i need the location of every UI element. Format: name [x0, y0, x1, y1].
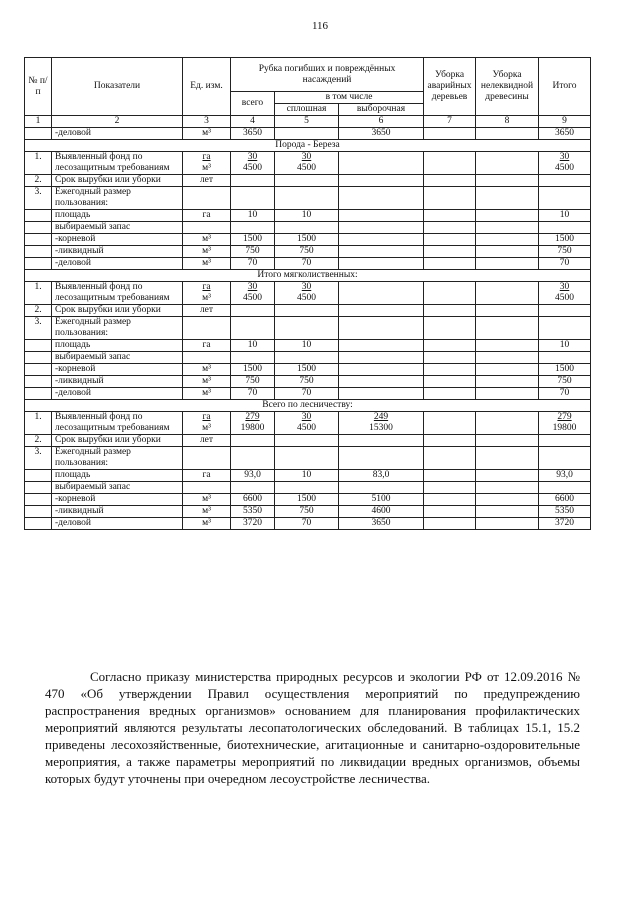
row-unit: га м³ [183, 412, 231, 435]
row-all [231, 317, 275, 340]
row-total: 3650 [539, 128, 591, 140]
row-label: выбираемый запас [52, 222, 183, 234]
header-selective: выборочная [339, 104, 424, 116]
row-emergency [424, 246, 476, 258]
table-row [25, 246, 591, 258]
row-unit: лет [183, 305, 231, 317]
table-row [25, 364, 591, 376]
row-clear [275, 175, 339, 187]
row-label: Ежегодный размер пользования: [52, 447, 183, 470]
row-all: 279 19800 [231, 412, 275, 435]
row-clear: 1500 [275, 364, 339, 376]
row-nonliquid [476, 210, 539, 222]
row-label: Срок вырубки или уборки [52, 175, 183, 187]
row-clear: 750 [275, 246, 339, 258]
row-unit [183, 352, 231, 364]
row-total [539, 352, 591, 364]
row-selective [339, 340, 424, 352]
row-total: 70 [539, 388, 591, 400]
row-selective [339, 305, 424, 317]
row-total: 1500 [539, 364, 591, 376]
row-all: 30 4500 [231, 282, 275, 305]
row-emergency [424, 352, 476, 364]
row-selective: 83,0 [339, 470, 424, 482]
row-selective [339, 282, 424, 305]
row-all: 93,0 [231, 470, 275, 482]
row-unit: м³ [183, 388, 231, 400]
column-number-8: 8 [476, 116, 539, 128]
row-clear: 30 4500 [275, 282, 339, 305]
row-emergency [424, 506, 476, 518]
row-unit: м³ [183, 376, 231, 388]
row-clear [275, 222, 339, 234]
row-unit: га [183, 470, 231, 482]
row-clear: 70 [275, 258, 339, 270]
row-label: Срок вырубки или уборки [52, 305, 183, 317]
row-emergency [424, 317, 476, 340]
row-all [231, 435, 275, 447]
row-number: 3. [25, 447, 52, 470]
row-clear: 750 [275, 376, 339, 388]
row-selective [339, 258, 424, 270]
row-selective [339, 210, 424, 222]
row-number: 1. [25, 412, 52, 435]
row-clear: 750 [275, 506, 339, 518]
row-number [25, 376, 52, 388]
row-number [25, 482, 52, 494]
row-label: -ликвидный [52, 246, 183, 258]
table-row [25, 494, 591, 506]
row-total: 30 4500 [539, 282, 591, 305]
table-row [25, 506, 591, 518]
table-row [25, 234, 591, 246]
section-header [25, 400, 591, 412]
row-total [539, 187, 591, 210]
header-no: № п/п [25, 58, 52, 116]
row-emergency [424, 187, 476, 210]
row-unit: га [183, 210, 231, 222]
row-total: 1500 [539, 234, 591, 246]
row-clear: 30 4500 [275, 412, 339, 435]
row-selective [339, 376, 424, 388]
header-emergency: Уборка аварийных деревьев [424, 58, 476, 116]
row-total [539, 222, 591, 234]
row-unit: лет [183, 435, 231, 447]
row-selective [339, 152, 424, 175]
table-row [25, 282, 591, 305]
page-number: 116 [311, 20, 329, 32]
row-all: 1500 [231, 234, 275, 246]
row-nonliquid [476, 435, 539, 447]
row-label: Ежегодный размер пользования: [52, 317, 183, 340]
row-number [25, 340, 52, 352]
row-emergency [424, 482, 476, 494]
header-total-all: всего [231, 92, 275, 116]
row-nonliquid [476, 376, 539, 388]
row-clear: 30 4500 [275, 152, 339, 175]
row-label: Выявленный фонд по лесозащитным требованиям [52, 282, 183, 305]
column-number-3: 3 [183, 116, 231, 128]
row-number: 3. [25, 317, 52, 340]
row-all: 5350 [231, 506, 275, 518]
row-clear [275, 187, 339, 210]
row-label: -ликвидный [52, 506, 183, 518]
row-clear: 10 [275, 210, 339, 222]
row-total: 30 4500 [539, 152, 591, 175]
section-header [25, 270, 591, 282]
row-total: 750 [539, 246, 591, 258]
row-label: -деловой [52, 388, 183, 400]
row-selective [339, 234, 424, 246]
row-number [25, 352, 52, 364]
row-selective: 4600 [339, 506, 424, 518]
row-emergency [424, 447, 476, 470]
row-clear: 10 [275, 470, 339, 482]
row-selective [339, 364, 424, 376]
row-nonliquid [476, 447, 539, 470]
row-nonliquid [476, 388, 539, 400]
column-number-1: 1 [25, 116, 52, 128]
row-nonliquid [476, 175, 539, 187]
table-row [25, 470, 591, 482]
column-number-row [25, 116, 591, 128]
row-nonliquid [476, 305, 539, 317]
header-indicators: Показатели [52, 58, 183, 116]
row-selective [339, 246, 424, 258]
row-emergency [424, 128, 476, 140]
row-clear [275, 435, 339, 447]
row-total [539, 482, 591, 494]
row-number [25, 518, 52, 530]
row-all: 70 [231, 258, 275, 270]
row-selective [339, 222, 424, 234]
row-all: 10 [231, 340, 275, 352]
table-row [25, 518, 591, 530]
row-number [25, 364, 52, 376]
row-label: площадь [52, 210, 183, 222]
row-label: Ежегодный размер пользования: [52, 187, 183, 210]
row-label: -ликвидный [52, 376, 183, 388]
row-unit: га [183, 340, 231, 352]
row-selective [339, 317, 424, 340]
row-emergency [424, 152, 476, 175]
row-all: 1500 [231, 364, 275, 376]
row-number [25, 128, 52, 140]
row-label: -деловой [52, 258, 183, 270]
column-number-7: 7 [424, 116, 476, 128]
header-unit: Ед. изм. [183, 58, 231, 116]
row-emergency [424, 364, 476, 376]
row-unit [183, 482, 231, 494]
table-row [25, 435, 591, 447]
row-total: 6600 [539, 494, 591, 506]
row-clear [275, 305, 339, 317]
row-total: 10 [539, 340, 591, 352]
row-nonliquid [476, 352, 539, 364]
row-selective: 3650 [339, 128, 424, 140]
header-clear: сплошная [275, 104, 339, 116]
table-row [25, 412, 591, 435]
row-all [231, 175, 275, 187]
table-row [25, 447, 591, 470]
row-all: 3650 [231, 128, 275, 140]
row-number [25, 388, 52, 400]
row-label: выбираемый запас [52, 482, 183, 494]
row-clear: 70 [275, 388, 339, 400]
row-emergency [424, 340, 476, 352]
row-clear [275, 128, 339, 140]
table-row [25, 376, 591, 388]
row-nonliquid [476, 187, 539, 210]
header-nonliquid: Уборка нелеквидной древесины [476, 58, 539, 116]
row-all [231, 447, 275, 470]
row-total: 3720 [539, 518, 591, 530]
row-all: 750 [231, 376, 275, 388]
table-row [25, 187, 591, 210]
row-total: 70 [539, 258, 591, 270]
row-emergency [424, 258, 476, 270]
row-emergency [424, 234, 476, 246]
row-all [231, 222, 275, 234]
row-emergency [424, 470, 476, 482]
row-number [25, 246, 52, 258]
row-unit: м³ [183, 518, 231, 530]
row-number [25, 494, 52, 506]
row-unit: м³ [183, 506, 231, 518]
row-clear [275, 317, 339, 340]
row-emergency [424, 376, 476, 388]
row-all [231, 482, 275, 494]
row-selective [339, 388, 424, 400]
row-all: 70 [231, 388, 275, 400]
row-number [25, 222, 52, 234]
table-row [25, 210, 591, 222]
row-number [25, 470, 52, 482]
row-label: Выявленный фонд по лесозащитным требованиям [52, 152, 183, 175]
row-all: 30 4500 [231, 152, 275, 175]
row-selective [339, 435, 424, 447]
column-number-6: 6 [339, 116, 424, 128]
row-unit: м³ [183, 494, 231, 506]
row-selective: 5100 [339, 494, 424, 506]
row-number [25, 234, 52, 246]
row-number: 1. [25, 282, 52, 305]
table-row [25, 317, 591, 340]
row-total [539, 447, 591, 470]
row-unit [183, 447, 231, 470]
row-emergency [424, 305, 476, 317]
row-number: 2. [25, 175, 52, 187]
row-nonliquid [476, 222, 539, 234]
row-label: -деловой [52, 518, 183, 530]
row-nonliquid [476, 317, 539, 340]
row-selective [339, 175, 424, 187]
table-row [25, 222, 591, 234]
column-number-2: 2 [52, 116, 183, 128]
row-label: площадь [52, 340, 183, 352]
row-total: 10 [539, 210, 591, 222]
row-all [231, 352, 275, 364]
row-selective [339, 187, 424, 210]
section-title: Всего по лесничеству: [25, 400, 591, 412]
row-selective [339, 482, 424, 494]
row-all: 6600 [231, 494, 275, 506]
table-row [25, 258, 591, 270]
row-label: Срок вырубки или уборки [52, 435, 183, 447]
row-nonliquid [476, 128, 539, 140]
row-selective [339, 447, 424, 470]
column-number-4: 4 [231, 116, 275, 128]
row-nonliquid [476, 246, 539, 258]
row-clear [275, 482, 339, 494]
row-number: 1. [25, 152, 52, 175]
row-all [231, 187, 275, 210]
column-number-5: 5 [275, 116, 339, 128]
row-label: -корневой [52, 494, 183, 506]
row-total [539, 435, 591, 447]
row-nonliquid [476, 506, 539, 518]
row-emergency [424, 210, 476, 222]
row-nonliquid [476, 412, 539, 435]
row-total [539, 305, 591, 317]
row-clear: 70 [275, 518, 339, 530]
row-selective: 3650 [339, 518, 424, 530]
row-number [25, 258, 52, 270]
table-row [25, 175, 591, 187]
row-nonliquid [476, 152, 539, 175]
row-number [25, 210, 52, 222]
row-label: -корневой [52, 364, 183, 376]
row-total [539, 317, 591, 340]
row-number: 2. [25, 305, 52, 317]
row-label: площадь [52, 470, 183, 482]
row-all [231, 305, 275, 317]
row-emergency [424, 282, 476, 305]
row-unit: м³ [183, 258, 231, 270]
row-nonliquid [476, 340, 539, 352]
row-emergency [424, 222, 476, 234]
row-unit: га м³ [183, 282, 231, 305]
table-row [25, 305, 591, 317]
row-unit [183, 317, 231, 340]
row-nonliquid [476, 282, 539, 305]
row-total: 279 19800 [539, 412, 591, 435]
row-selective: 249 15300 [339, 412, 424, 435]
row-unit: га м³ [183, 152, 231, 175]
table-header [25, 58, 591, 128]
forest-felling-table [24, 57, 591, 530]
row-label: Выявленный фонд по лесозащитным требованиям [52, 412, 183, 435]
row-unit [183, 222, 231, 234]
row-all: 750 [231, 246, 275, 258]
row-total [539, 175, 591, 187]
row-clear: 1500 [275, 494, 339, 506]
table-row [25, 152, 591, 175]
row-label: -деловой [52, 128, 183, 140]
row-nonliquid [476, 364, 539, 376]
row-label: -корневой [52, 234, 183, 246]
row-total: 750 [539, 376, 591, 388]
column-number-9: 9 [539, 116, 591, 128]
row-clear: 1500 [275, 234, 339, 246]
row-emergency [424, 494, 476, 506]
row-nonliquid [476, 494, 539, 506]
row-total: 5350 [539, 506, 591, 518]
row-unit: м³ [183, 234, 231, 246]
row-nonliquid [476, 470, 539, 482]
row-unit: м³ [183, 128, 231, 140]
section-header [25, 140, 591, 152]
table-row [25, 388, 591, 400]
row-emergency [424, 388, 476, 400]
row-all: 10 [231, 210, 275, 222]
row-nonliquid [476, 234, 539, 246]
table-row [25, 482, 591, 494]
row-unit: лет [183, 175, 231, 187]
row-emergency [424, 435, 476, 447]
row-emergency [424, 412, 476, 435]
header-total: Итого [539, 58, 591, 116]
row-emergency [424, 518, 476, 530]
table-row [25, 352, 591, 364]
row-nonliquid [476, 258, 539, 270]
row-emergency [424, 175, 476, 187]
row-clear: 10 [275, 340, 339, 352]
section-title: Порода - Береза [25, 140, 591, 152]
row-unit: м³ [183, 364, 231, 376]
table-body [25, 128, 591, 530]
row-all: 3720 [231, 518, 275, 530]
body-paragraph [45, 668, 580, 787]
row-clear [275, 447, 339, 470]
row-total: 93,0 [539, 470, 591, 482]
header-including: в том числе [275, 92, 424, 104]
row-selective [339, 352, 424, 364]
row-nonliquid [476, 482, 539, 494]
header-felling-group: Рубка погибших и повреждённых насаждений [231, 58, 424, 92]
row-unit [183, 187, 231, 210]
table-row [25, 128, 591, 140]
row-number: 2. [25, 435, 52, 447]
row-clear [275, 352, 339, 364]
row-nonliquid [476, 518, 539, 530]
section-title: Итого мягколиственных: [25, 270, 591, 282]
row-number: 3. [25, 187, 52, 210]
paragraph-text: Согласно приказу министерства природных ресурсов и экологии РФ от 12.09.2016 № 470 «Об утверждении Правил осуществления мероприятий по предупреждению распространения вредных организмов» основанием для планирования профилактических мероприятий являются результаты лесопатологических обследований. В таблицах 15.1, 15.2 приведены лесохозяйственные, биотехнические, агитационные и санитарно-оздоровительные мероприятия, а также параметры мероприятий по ликвидации вредных организмов, объемы которых будут уточнены при очередном лесоустройстве лесничества. [45, 669, 580, 786]
table-row [25, 340, 591, 352]
row-number [25, 506, 52, 518]
row-unit: м³ [183, 246, 231, 258]
row-label: выбираемый запас [52, 352, 183, 364]
